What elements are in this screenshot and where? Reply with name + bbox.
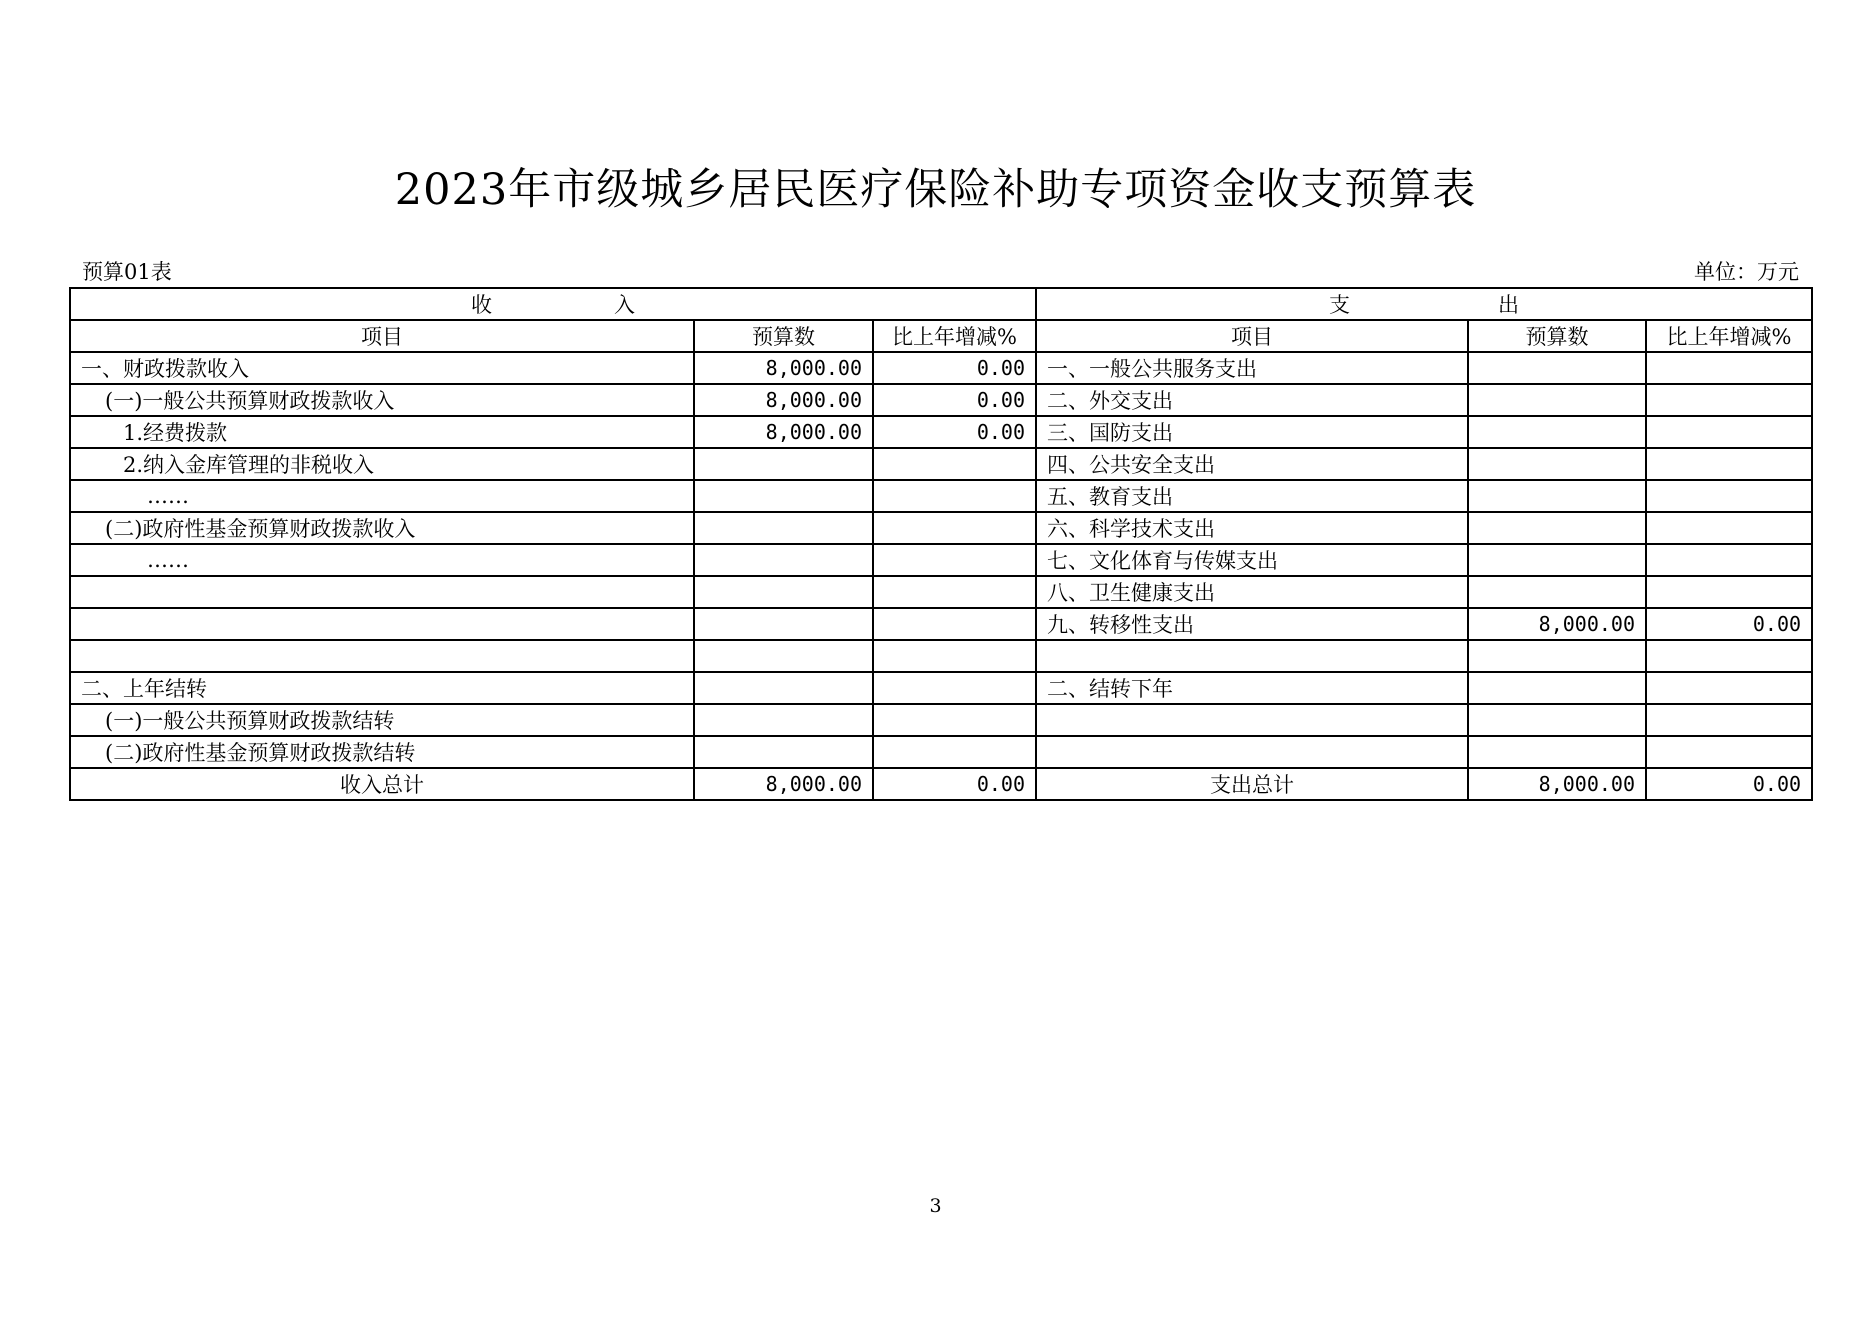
expense-budget: [1468, 352, 1646, 384]
section-expense-char-1: 支: [1329, 293, 1351, 317]
expense-change: [1646, 352, 1812, 384]
expense-item: 八、卫生健康支出: [1036, 576, 1468, 608]
section-header-row: [70, 288, 1812, 320]
table-row: [70, 544, 1812, 576]
expense-change: [1646, 512, 1812, 544]
expense-budget: [1468, 544, 1646, 576]
header-income-change: 比上年增减%: [873, 320, 1036, 352]
income-budget: [694, 608, 873, 640]
income-budget: 8,000.00: [694, 384, 873, 416]
expense-item: [1036, 736, 1468, 768]
expense-item: 六、科学技术支出: [1036, 512, 1468, 544]
income-change: [873, 704, 1036, 736]
expense-total-budget: 8,000.00: [1468, 768, 1646, 800]
expense-budget: [1468, 512, 1646, 544]
income-item: 二、上年结转: [70, 672, 694, 704]
expense-item: 九、转移性支出: [1036, 608, 1468, 640]
income-item: [70, 640, 694, 672]
expense-item: 二、外交支出: [1036, 384, 1468, 416]
income-change: [873, 576, 1036, 608]
income-change: [873, 640, 1036, 672]
income-budget: [694, 736, 873, 768]
income-budget: [694, 576, 873, 608]
expense-change: [1646, 704, 1812, 736]
expense-total-label: 支出总计: [1036, 768, 1468, 800]
budget-table: [69, 287, 1813, 801]
income-item: ……: [70, 544, 694, 576]
income-change: [873, 736, 1036, 768]
income-change: [873, 608, 1036, 640]
table-row: [70, 352, 1812, 384]
income-budget: 8,000.00: [694, 416, 873, 448]
income-budget: [694, 480, 873, 512]
table-row: [70, 736, 1812, 768]
income-item: [70, 608, 694, 640]
income-budget: [694, 672, 873, 704]
expense-item: [1036, 704, 1468, 736]
income-change: [873, 480, 1036, 512]
income-item: ……: [70, 480, 694, 512]
expense-item: 一、一般公共服务支出: [1036, 352, 1468, 384]
section-income: [70, 288, 1036, 320]
table-row: [70, 384, 1812, 416]
header-expense-item: 项目: [1036, 320, 1468, 352]
income-total-budget: 8,000.00: [694, 768, 873, 800]
expense-change: [1646, 544, 1812, 576]
page-title: 2023年市级城乡居民医疗保险补助专项资金收支预算表: [394, 165, 1477, 215]
expense-budget: [1468, 416, 1646, 448]
table-row: [70, 704, 1812, 736]
expense-change: [1646, 480, 1812, 512]
expense-budget: [1468, 736, 1646, 768]
income-item: (一)一般公共预算财政拨款结转: [70, 704, 694, 736]
income-budget: [694, 544, 873, 576]
table-row: [70, 480, 1812, 512]
expense-change: 0.00: [1646, 608, 1812, 640]
income-item: 1.经费拨款: [70, 416, 694, 448]
section-expense-char-2: 出: [1498, 293, 1520, 317]
expense-change: [1646, 736, 1812, 768]
income-item: (一)一般公共预算财政拨款收入: [70, 384, 694, 416]
expense-change: [1646, 576, 1812, 608]
section-income-char-2: 入: [614, 293, 635, 317]
income-change: [873, 672, 1036, 704]
header-income-item: 项目: [70, 320, 694, 352]
section-expense: [1036, 288, 1812, 320]
income-total-label: 收入总计: [70, 768, 694, 800]
table-row: [70, 608, 1812, 640]
table-row: [70, 672, 1812, 704]
header-expense-change: 比上年增减%: [1646, 320, 1812, 352]
table-row: [70, 512, 1812, 544]
income-change: [873, 544, 1036, 576]
expense-budget: [1468, 384, 1646, 416]
expense-budget: [1468, 480, 1646, 512]
income-total-change: 0.00: [873, 768, 1036, 800]
expense-item: 五、教育支出: [1036, 480, 1468, 512]
section-income-char-1: 收: [471, 293, 492, 317]
table-number: 预算01表: [82, 260, 172, 284]
income-budget: [694, 640, 873, 672]
page-number: 3: [929, 1195, 942, 1217]
income-item: (二)政府性基金预算财政拨款结转: [70, 736, 694, 768]
expense-change: [1646, 448, 1812, 480]
table-row: [70, 640, 1812, 672]
expense-total-change: 0.00: [1646, 768, 1812, 800]
expense-change: [1646, 640, 1812, 672]
income-item: [70, 576, 694, 608]
income-item: 2.纳入金库管理的非税收入: [70, 448, 694, 480]
expense-budget: [1468, 640, 1646, 672]
table-row: [70, 576, 1812, 608]
expense-change: [1646, 672, 1812, 704]
header-expense-budget: 预算数: [1468, 320, 1646, 352]
income-change: 0.00: [873, 352, 1036, 384]
table-row: [70, 448, 1812, 480]
expense-budget: 8,000.00: [1468, 608, 1646, 640]
income-change: [873, 448, 1036, 480]
expense-item: [1036, 640, 1468, 672]
expense-budget: [1468, 576, 1646, 608]
expense-change: [1646, 416, 1812, 448]
expense-budget: [1468, 448, 1646, 480]
income-change: 0.00: [873, 384, 1036, 416]
income-budget: [694, 448, 873, 480]
expense-item: 二、结转下年: [1036, 672, 1468, 704]
income-budget: [694, 512, 873, 544]
income-budget: 8,000.00: [694, 352, 873, 384]
expense-item: 三、国防支出: [1036, 416, 1468, 448]
totals-row: [70, 768, 1812, 800]
income-item: (二)政府性基金预算财政拨款收入: [70, 512, 694, 544]
expense-item: 四、公共安全支出: [1036, 448, 1468, 480]
column-header-row: [70, 320, 1812, 352]
income-change: 0.00: [873, 416, 1036, 448]
unit-label: 单位：万元: [1694, 260, 1799, 284]
header-income-budget: 预算数: [694, 320, 873, 352]
expense-item: 七、文化体育与传媒支出: [1036, 544, 1468, 576]
income-item: 一、财政拨款收入: [70, 352, 694, 384]
expense-change: [1646, 384, 1812, 416]
expense-budget: [1468, 672, 1646, 704]
table-row: [70, 416, 1812, 448]
income-budget: [694, 704, 873, 736]
income-change: [873, 512, 1036, 544]
expense-budget: [1468, 704, 1646, 736]
